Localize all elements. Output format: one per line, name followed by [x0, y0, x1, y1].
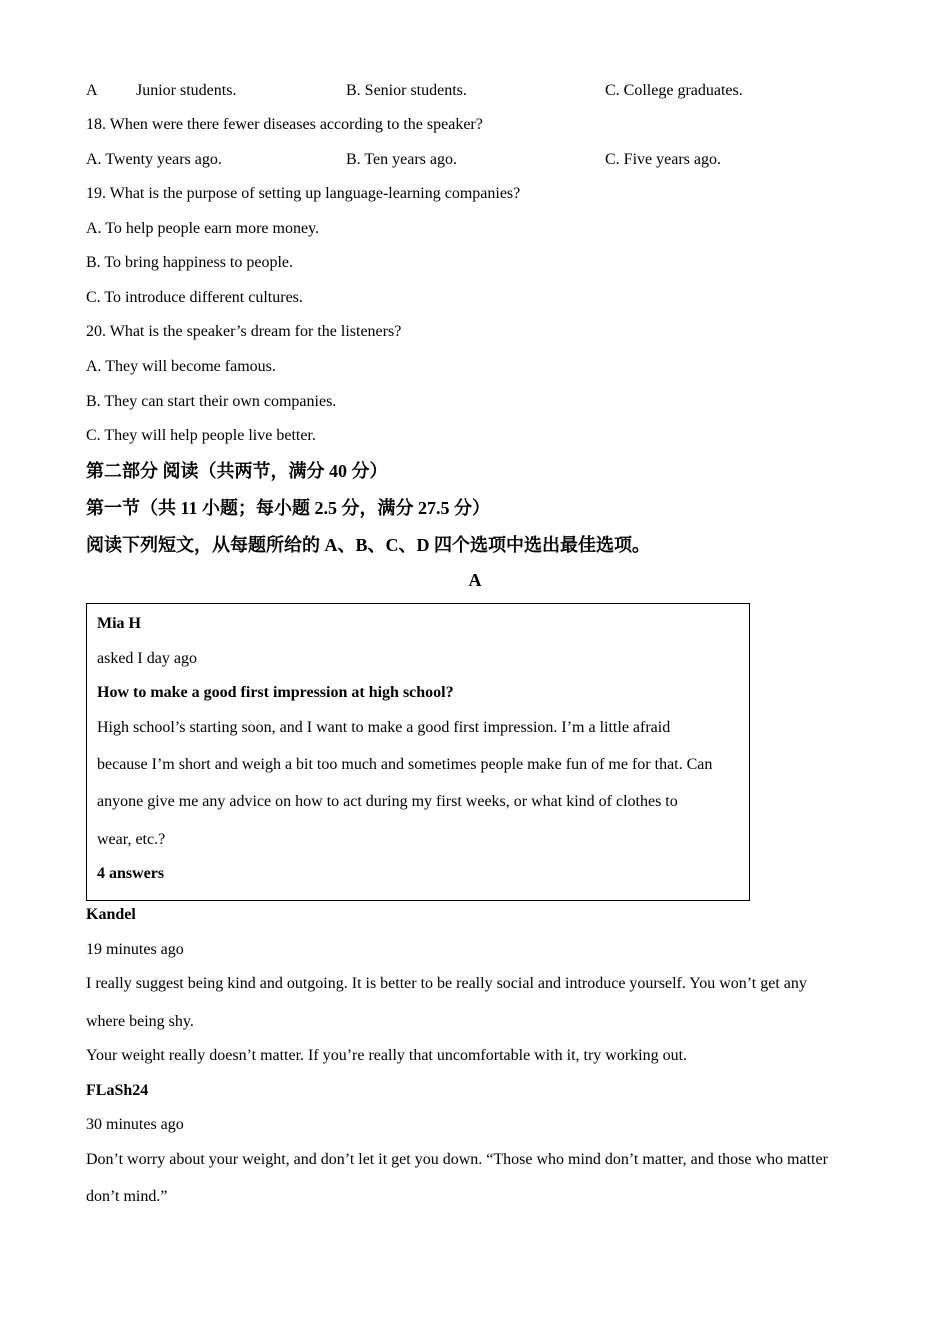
q17-option-a-letter: A	[86, 82, 98, 99]
answer-text-line: Your weight really doesn’t matter. If you’re really that uncomfortable with it, try working out.	[86, 1047, 688, 1064]
q17-option-a: Junior students.	[136, 82, 237, 99]
q19-option-b: B. To bring happiness to people.	[86, 254, 294, 271]
q18-question: 18. When were there fewer diseases according to the speaker?	[86, 116, 483, 133]
answer-time: 19 minutes ago	[86, 941, 184, 958]
q20-option-c: C. They will help people live better.	[86, 427, 316, 444]
answer-text-line: I really suggest being kind and outgoing. It is better to be really social and introduce yourself. You won’t get any	[86, 975, 807, 992]
answer-text-line: where being shy.	[86, 1013, 194, 1030]
q17-option-b: B. Senior students.	[346, 82, 467, 99]
answer-text-line: Don’t worry about your weight, and don’t let it get you down. “Those who mind don’t matter, and those who matter	[86, 1151, 828, 1168]
answer-author: FLaSh24	[86, 1082, 149, 1099]
q19-option-a: A. To help people earn more money.	[86, 220, 320, 237]
q17-option-c: C. College graduates.	[605, 82, 743, 99]
q20-question: 20. What is the speaker’s dream for the listeners?	[86, 323, 402, 340]
q19-option-c: C. To introduce different cultures.	[86, 289, 303, 306]
part2-heading: 第二部分 阅读（共两节，满分 40 分）	[86, 461, 388, 481]
section1-heading: 第一节（共 11 小题；每小题 2.5 分，满分 27.5 分）	[86, 498, 491, 518]
post-body-line: because I’m short and weigh a bit too much and sometimes people make fun of me for that. Can	[97, 756, 713, 773]
q18-option-c: C. Five years ago.	[605, 151, 721, 168]
post-author: Mia H	[97, 615, 141, 632]
answer-text-line: don’t mind.”	[86, 1188, 168, 1205]
q20-option-a: A. They will become famous.	[86, 358, 276, 375]
post-body-line: High school’s starting soon, and I want to make a good first impression. I’m a little afraid	[97, 719, 671, 736]
q17-options	[86, 81, 866, 101]
post-time: asked I day ago	[97, 650, 197, 667]
answer-time: 30 minutes ago	[86, 1116, 184, 1133]
reading-instruction: 阅读下列短文，从每题所给的 A、B、C、D 四个选项中选出最佳选项。	[86, 535, 650, 555]
q19-question: 19. What is the purpose of setting up language-learning companies?	[86, 185, 521, 202]
answer-author: Kandel	[86, 906, 136, 923]
q18-option-b: B. Ten years ago.	[346, 151, 457, 168]
post-body-line: wear, etc.?	[97, 831, 166, 848]
q20-option-b: B. They can start their own companies.	[86, 393, 337, 410]
post-body-line: anyone give me any advice on how to act during my first weeks, or what kind of clothes to	[97, 793, 678, 810]
q18-options	[86, 150, 866, 170]
post-title: How to make a good first impression at high school?	[97, 684, 454, 701]
post-answers-count: 4 answers	[97, 865, 165, 882]
q18-option-a: A. Twenty years ago.	[86, 151, 222, 168]
question-post-box	[86, 603, 750, 901]
passage-label: A	[468, 570, 482, 590]
